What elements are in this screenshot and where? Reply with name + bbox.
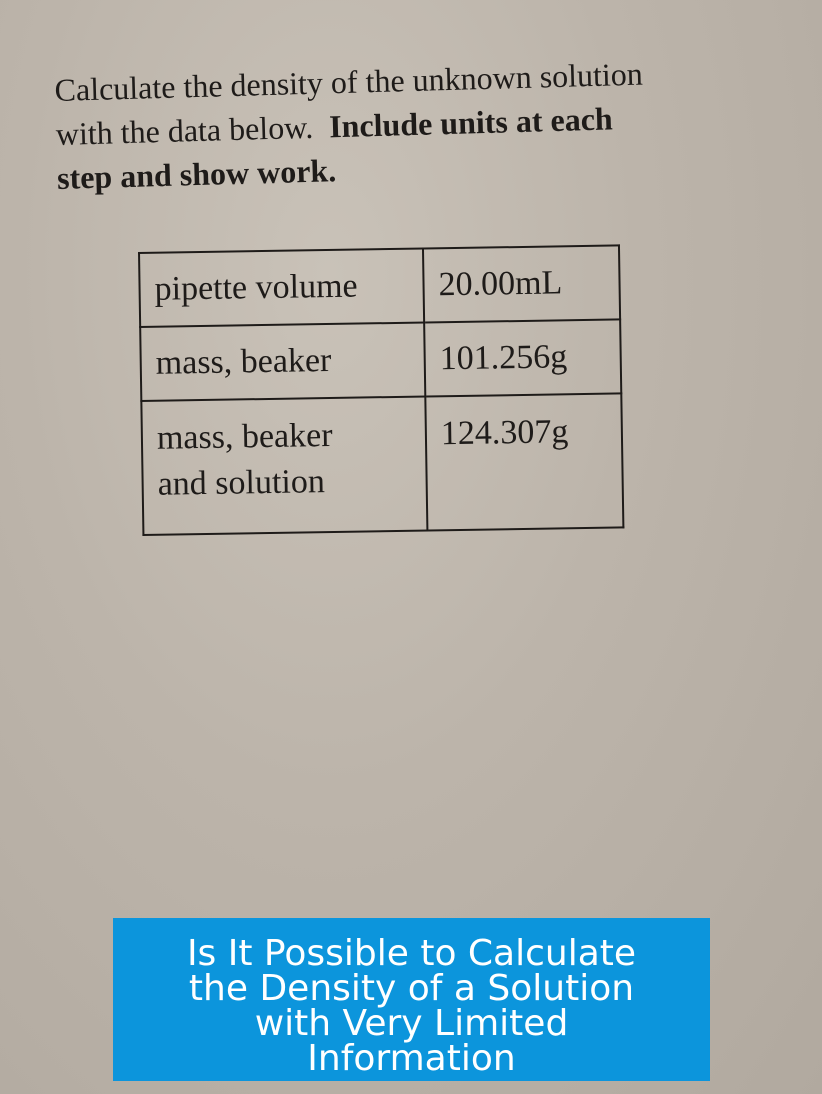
row-label-line-1: mass, beaker (156, 416, 333, 457)
row-label-pipette-volume: pipette volume (139, 249, 424, 327)
row-label-mass-beaker-solution (141, 397, 427, 535)
instruction-line-2-bold: Include units at each (328, 100, 614, 145)
banner-title: Is It Possible to Calculate the Density of a Solution with Very Limited Information (186, 933, 637, 1079)
instruction-line-1: Calculate the density of the unknown solution (54, 55, 644, 108)
table-row (141, 393, 623, 535)
instruction-line-3-bold: step and show work. (56, 152, 337, 196)
title-banner (113, 918, 710, 1081)
row-value-mass-beaker-solution: 124.307g (425, 393, 623, 530)
row-label-mass-beaker: mass, beaker (140, 323, 425, 401)
row-value-mass-beaker: 101.256g (424, 319, 621, 396)
row-value-pipette-volume: 20.00mL (423, 245, 620, 322)
table-row (139, 245, 620, 327)
instruction-line-2-normal: with the data below. (55, 108, 314, 152)
row-label-line-2: and solution (157, 463, 326, 503)
data-table (138, 244, 624, 536)
table-row (140, 319, 621, 401)
problem-instructions (54, 47, 797, 200)
